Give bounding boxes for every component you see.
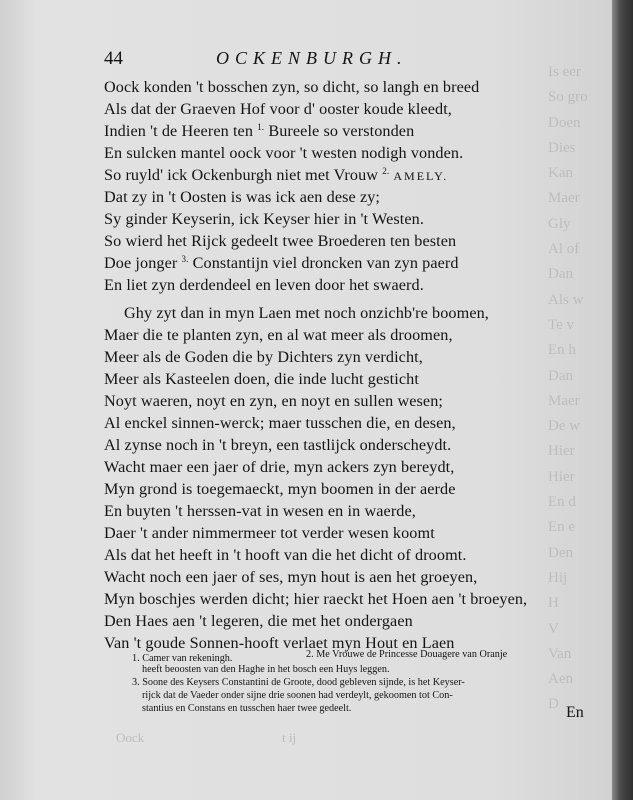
verse-line: Als dat der Graeven Hof voor d' ooster koude kleedt, — [104, 100, 452, 118]
show-through-line: De w — [548, 418, 581, 435]
verse-line: So wierd het Rijck gedeelt twee Broederen ten besten — [104, 232, 457, 250]
show-through-line: Als w — [548, 291, 584, 308]
running-title: OCKENBURGH. — [216, 48, 408, 68]
show-through-line: Aen — [548, 671, 573, 688]
show-through-line: V — [548, 620, 559, 637]
show-through-line: Maer — [548, 392, 580, 409]
verse-line: Meer als Kasteelen doen, die inde lucht gesticht — [104, 370, 419, 388]
verse-line: En liet zyn derdendeel en leven door het swaerd. — [104, 276, 424, 294]
show-through-line: En h — [548, 342, 576, 359]
show-through-line: Dies — [548, 139, 576, 156]
footnotes — [132, 648, 572, 715]
verse-text: Indien 't de Heeren ten — [104, 122, 254, 140]
show-through-line: En e — [548, 519, 576, 536]
footnote-3-continued: rijck dat de Vaeder onder sijne drie soonen had verdeylt, gekoomen tot Con- — [142, 690, 453, 701]
show-through-line: Kan — [548, 165, 573, 182]
next-page-edge — [612, 0, 633, 800]
verse-text: So ruyld' ick Ockenburgh niet met Vrouw — [104, 166, 379, 184]
verse-line: Maer die te planten zyn, en al wat meer als droomen, — [104, 326, 453, 344]
show-through-line: Dan — [548, 266, 573, 283]
verse-line: Als dat het heeft in 't hooft van die het dicht of droomt. — [104, 546, 467, 564]
verse-line: Ghy zyt dan in myn Laen met noch onzichb're boomen, — [124, 304, 489, 322]
verse-line: Oock konden 't bosschen zyn, so dicht, so langh en breed — [104, 78, 480, 96]
footnote-2: 2. Me Vrouwe de Princesse Douagere van Oranje — [306, 649, 508, 660]
show-through-line: Dan — [548, 367, 573, 384]
verse-text: Bureele so verstonden — [268, 122, 415, 140]
show-through-line: Te v — [548, 316, 575, 333]
verse-text: Doe jonger — [104, 254, 178, 272]
name-amely: AMELY. — [393, 169, 449, 183]
footnote-3: 3. Soone des Keysers Constantini de Groote, dood gebleven sijnde, is het Keyser- — [132, 677, 465, 688]
footnote-3-end: stantius en Constans en tusschen haer twee gedeelt. — [142, 703, 352, 714]
poem-text — [104, 76, 584, 654]
footnote-marker: 2. — [382, 166, 390, 176]
verse-line: En sulcken mantel oock voor 't westen nodigh vonden. — [104, 144, 464, 162]
verse-line: Sy ginder Keyserin, ick Keyser hier in 't Westen. — [104, 210, 424, 228]
verse-line: Den Haes aen 't legeren, die met het ondergaen — [104, 612, 413, 630]
verse-line: Meer als de Goden die by Dichters zyn verdicht, — [104, 348, 423, 366]
verse-line: Daer 't ander nimmermeer tot verder wesen koomt — [104, 524, 435, 542]
verse-line — [104, 120, 584, 142]
footnote-marker: 1. — [257, 122, 265, 132]
show-through-line: Hij — [548, 569, 568, 586]
verse-line: Myn grond is toegemaeckt, myn boomen in der aerde — [104, 480, 456, 498]
show-through-bottom-left: Oock — [116, 730, 145, 745]
footnote-2-continued: heeft beoosten van den Haghe in het bosch een Huys leggen. — [142, 664, 390, 675]
show-through-line: Hier — [548, 468, 575, 485]
show-through-line: Hier — [548, 443, 575, 460]
show-through-line: So gro — [548, 89, 588, 106]
verse-line: Wacht maer een jaer of drie, myn ackers zyn bereydt, — [104, 458, 455, 476]
show-through-line: Van — [548, 645, 572, 662]
catchword: En — [566, 704, 584, 721]
verse-text: Constantijn viel droncken van zyn paerd — [192, 254, 459, 272]
show-through-line: Gly — [548, 215, 571, 232]
verse-line: En buyten 't herssen-vat in wesen en in waerde, — [104, 502, 416, 520]
verse-line — [104, 164, 584, 186]
footnote-1: 1. Camer van rekeningh. — [132, 653, 233, 664]
show-through-line: Al of — [548, 241, 580, 258]
footnote-marker: 3. — [181, 254, 189, 264]
verse-line: Noyt waeren, noyt en zyn, en noyt en sullen wesen; — [104, 392, 444, 410]
show-through-line: Is eer — [548, 64, 581, 80]
show-through-line: Doen — [548, 114, 581, 131]
verse-line: Al zynse noch in 't breyn, een tastlijck onderscheydt. — [104, 436, 452, 454]
verse-line: Al enckel sinnen-werck; maer tusschen die, en desen, — [104, 414, 456, 432]
verse-line: Myn boschjes werden dicht; hier raeckt het Hoen aen 't broeyen, — [104, 590, 528, 608]
verse-line — [104, 252, 584, 274]
show-through-line: D — [548, 696, 559, 713]
footnote-row — [132, 648, 572, 664]
show-through-line: Maer — [548, 190, 580, 207]
verse-line: Wacht noch een jaer of ses, myn hout is aen het groeyen, — [104, 568, 478, 586]
verse-line: Van 't goude Sonnen-hooft verlaet myn Hout en Laen — [104, 634, 455, 652]
verse-line: Dat zy in 't Oosten is was ick aen dese zy; — [104, 188, 381, 206]
show-through-line: H — [548, 595, 559, 612]
page-number: 44 — [104, 48, 123, 69]
show-through-line: En d — [548, 494, 576, 511]
running-head — [0, 48, 612, 74]
show-through-line: Den — [548, 544, 573, 561]
show-through-bottom-mid: t ij — [282, 730, 297, 745]
